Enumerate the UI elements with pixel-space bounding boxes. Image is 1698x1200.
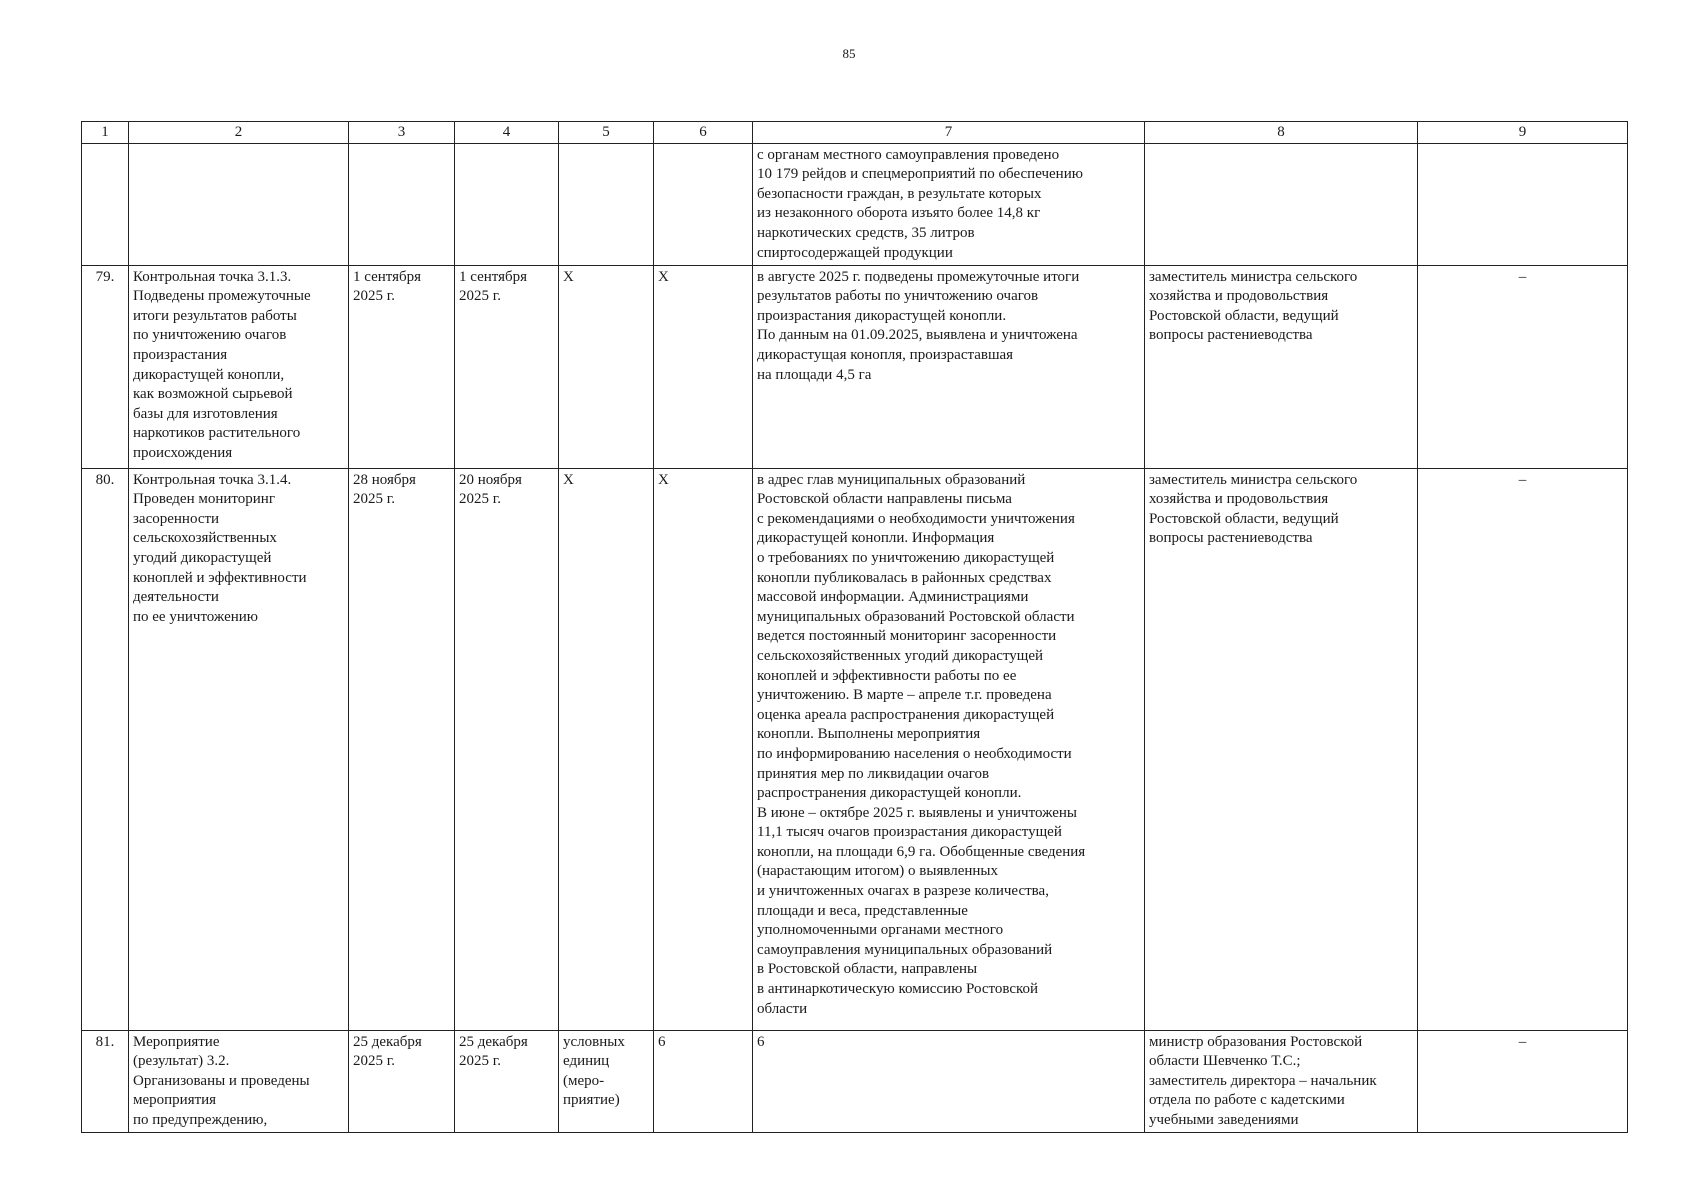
table-row [82,143,1628,265]
column-header: 8 [1145,122,1418,144]
column-header: 7 [753,122,1145,144]
row-number: 81. [82,1030,129,1132]
result-text: в августе 2025 г. подведены промежуточные итоги результатов работы по уничтожению очагов произрастания дикорастущей конопли. По данным на 01.09.2025, выявлена и уничтожена дикорастущая конопля, произраставшая на площади 4,5 га [753,265,1145,468]
column-header: 3 [349,122,455,144]
responsible: заместитель министра сельского хозяйства и продовольствия Ростовской области, ведущий вопросы растениеводства [1145,265,1418,468]
plan-value [654,143,753,265]
note [1418,143,1628,265]
plan-value: X [654,468,753,1030]
result-text: с органам местного самоуправления проведено 10 179 рейдов и спецмероприятий по обеспечению безопасности граждан, в результате которых из незаконного оборота изъято более 14,8 кг наркотических средств, 35 литров спиртосодержащей продукции [753,143,1145,265]
result-text: в адрес глав муниципальных образований Ростовской области направлены письма с рекомендациями о необходимости уничтожения дикорастущей конопли. Информация о требованиях по уничтожению дикорастущей конопли публиковалась в районных средствах массовой информации. Администрациями муниципальных образований Ростовской области ведется постоянный мониторинг засоренности сельскохозяйственных угодий дикорастущей коноплей и эффективности работы по ее уничтожению. В марте – апреле т.г. проведена оценка ареала распространения дикорастущей конопли. Выполнены мероприятия по информированию населения о необходимости принятия мер по ликвидации очагов распространения дикорастущей конопли. В июне – октябре 2025 г. выявлены и уничтожены 11,1 тысяч очагов произрастания дикорастущей конопли, на площади 6,9 га. Обобщенные сведения (нарастающим итогом) о выявленных и уничтоженных очагах в разрезе количества, площади и веса, представленные уполномоченными органами местного самоуправления муниципальных образований в Ростовской области, направлены в антинаркотическую комиссию Ростовской области [753,468,1145,1030]
unit [559,143,654,265]
report-table [81,121,1628,1133]
event-name [129,143,349,265]
responsible [1145,143,1418,265]
row-number: 79. [82,265,129,468]
column-header: 4 [455,122,559,144]
event-name: Контрольная точка 3.1.3. Подведены промежуточные итоги результатов работы по уничтожению очагов произрастания дикорастущей конопли, как возможной сырьевой базы для изготовления наркотиков растительного происхождения [129,265,349,468]
note: – [1418,265,1628,468]
note: – [1418,1030,1628,1132]
start-date: 1 сентября 2025 г. [349,265,455,468]
column-header: 1 [82,122,129,144]
unit: условных единиц (меро- приятие) [559,1030,654,1132]
end-date: 20 ноября 2025 г. [455,468,559,1030]
column-number-row [82,122,1628,144]
table-row [82,468,1628,1030]
event-name: Контрольная точка 3.1.4. Проведен мониторинг засоренности сельскохозяйственных угодий дикорастущей коноплей и эффективности деятельности по ее уничтожению [129,468,349,1030]
column-header: 2 [129,122,349,144]
table-row [82,1030,1628,1132]
end-date: 1 сентября 2025 г. [455,265,559,468]
note: – [1418,468,1628,1030]
column-header: 6 [654,122,753,144]
end-date: 25 декабря 2025 г. [455,1030,559,1132]
responsible: министр образования Ростовской области Шевченко Т.С.; заместитель директора – начальник отдела по работе с кадетскими учебными заведениями [1145,1030,1418,1132]
result-text: 6 [753,1030,1145,1132]
plan-value: 6 [654,1030,753,1132]
unit: X [559,468,654,1030]
page-number: 85 [842,46,856,61]
plan-value: X [654,265,753,468]
start-date [349,143,455,265]
event-name: Мероприятие (результат) 3.2. Организованы и проведены мероприятия по предупреждению, [129,1030,349,1132]
column-header: 9 [1418,122,1628,144]
table-row [82,265,1628,468]
unit: X [559,265,654,468]
end-date [455,143,559,265]
column-header: 5 [559,122,654,144]
start-date: 28 ноября 2025 г. [349,468,455,1030]
responsible: заместитель министра сельского хозяйства и продовольствия Ростовской области, ведущий вопросы растениеводства [1145,468,1418,1030]
row-number: 80. [82,468,129,1030]
start-date: 25 декабря 2025 г. [349,1030,455,1132]
row-number [82,143,129,265]
